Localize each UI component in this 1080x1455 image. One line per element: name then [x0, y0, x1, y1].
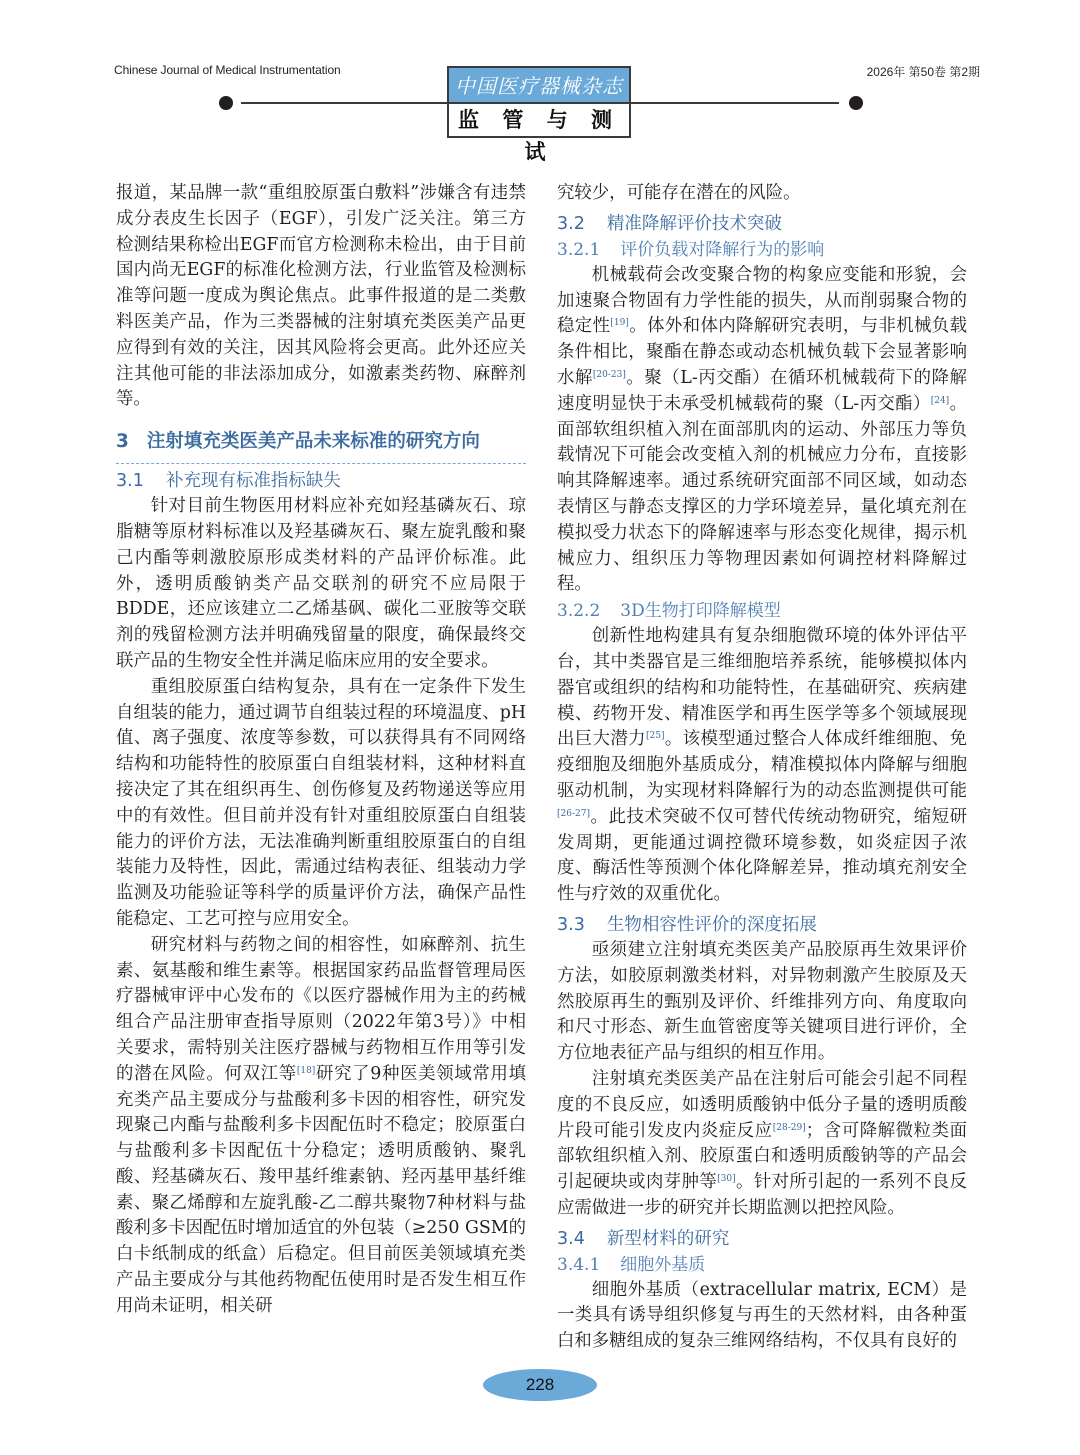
paragraph-text: 研究材料与药物之间的相容性，如麻醉剂、抗生素、氨基酸和维生素等。根据国家药品监督管理局医疗器械审评中心发布的《以医疗器械作用为主的药械组合产品注册审查指导原则（2022年第3号）》中相关要求，需特别关注医疗器械与药物相互作用等引发的潜在风险。何双江等 — [116, 934, 526, 1084]
section-number: 3.4.1 — [557, 1254, 601, 1275]
logo-journal-name: 中国医疗器械杂志 — [449, 68, 629, 104]
citation-link[interactable]: [30] — [717, 1174, 736, 1185]
paragraph: 细胞外基质（extracellular matrix, ECM）是一类具有诱导组织修复与再生的天然材料，由各种蛋白和多糖组成的复杂三维网络结构，不仅具有良好的 — [557, 1279, 967, 1352]
header-rule-right — [631, 102, 839, 104]
citation-link[interactable]: [26-27] — [557, 808, 590, 819]
section-number: 3.1 — [116, 471, 144, 492]
section-title: 注射填充类医美产品未来标准的研究方向 — [146, 431, 480, 453]
section-3-4-1-heading — [557, 1252, 967, 1278]
paragraph: 报道，某品牌一款“重组胶原蛋白敷料”涉嫌含有违禁成分表皮生长因子（EGF），引发广泛关注。第三方检测结果称检出EGF而官方检测称未检出，由于目前国内尚无EGF的标准化检测方法，行业监管及检测标准等问题一度成为舆论焦点。此事件报道的是二类敷料医美产品，作为三类器械的注射填充类医美产品更应得到有效的关注，因其风险将会更高。此外还应关注其他可能的非法添加成分，如激素类药物、麻醉剂等。 — [116, 183, 526, 410]
section-3-2-1-heading — [557, 237, 967, 263]
section-title: 新型材料的研究 — [606, 1228, 730, 1249]
journal-logo — [447, 66, 631, 164]
section-3-4-heading — [557, 1226, 967, 1252]
citation-link[interactable]: [24] — [930, 395, 950, 406]
section-number: 3.2.1 — [557, 239, 601, 260]
section-number: 3.2.2 — [557, 601, 601, 622]
section-3-1-heading — [116, 468, 526, 494]
paragraph — [116, 933, 526, 1320]
journal-english-title: Chinese Journal of Medical Instrumentation — [114, 63, 341, 77]
section-title: 补充现有标准指标缺失 — [165, 471, 341, 492]
section-title: 生物相容性评价的深度拓展 — [606, 914, 817, 935]
paragraph: 亟须建立注射填充类医美产品胶原再生效果评价方法，如胶原刺激类材料，对异物刺激产生胶原及天然胶原再生的甄别及评价、纤维排列方向、角度取向和尺寸形态、新生血管密度等关键项目进行评价，全方位地表征产品与组织的相互作用。 — [557, 939, 967, 1064]
paragraph-text: ；含可降解微粒类面部软组织植入剂、胶原蛋白和透明质酸钠等的产品会引起硬块或肉芽肿等 — [557, 1120, 967, 1193]
paragraph-text: 注射填充类医美产品在注射后可能会引起不同程度的不良反应，如透明质酸钠中低分子量的透明质酸片段可能引发皮内炎症反应 — [557, 1068, 967, 1141]
section-title: 3D生物打印降解模型 — [620, 601, 781, 622]
citation-link[interactable]: [25] — [645, 731, 665, 742]
section-3-2-heading — [557, 211, 967, 237]
paragraph — [557, 624, 967, 908]
paragraph-text: 。该模型通过整合人体成纤维细胞、免疫细胞及细胞外基质成分，精准模拟体内降解与细胞驱动机制，为实现材料降解行为的动态监测提供可能 — [557, 729, 967, 801]
paragraph-text: 机械载荷会改变聚合物的构象应变能和形貌，会加速聚合物固有力学性能的损失，从而削弱聚合物的稳定性 — [557, 264, 967, 337]
section-title: 细胞外基质 — [620, 1254, 706, 1275]
paragraph-text: 。针对所引起的一系列不良反应需做进一步的研究并长期监测以把控风险。 — [557, 1172, 967, 1218]
section-3-3-heading — [557, 912, 967, 938]
paragraph-text: 。聚（L-丙交酯）在循环机械载荷下的降解速度明显快于未承受机械载荷的聚（L-丙交酯） — [557, 367, 967, 414]
right-column — [557, 181, 967, 1355]
paragraph-text: 创新性地构建具有复杂细胞微环境的体外评估平台，其中类器官是三维细胞培养系统，能够模拟体内器官或组织的结构和功能特性，在基础研究、疾病建模、药物开发、精准医学和再生医学等多个领域展现出巨大潜力 — [557, 626, 967, 750]
paragraph — [557, 1067, 967, 1222]
section-number: 3 — [116, 431, 129, 453]
citation-link[interactable]: [20-23] — [592, 369, 626, 380]
citation-link[interactable]: [28-29] — [772, 1122, 806, 1133]
left-column — [116, 181, 526, 1320]
section-3-heading — [116, 427, 526, 464]
paragraph-text: 。体外和体内降解研究表明，与非机械负载条件相比，聚酯在静态或动态机械负载下会显著影响水解 — [557, 316, 967, 388]
citation-link[interactable]: [18] — [296, 1065, 316, 1076]
header-rule-left — [241, 102, 447, 104]
paragraph-text: 。此技术突破不仅可替代传统动物研究，缩短研发周期，更能通过调控微环境参数，如炎症因子浓度、酶活性等预测个体化降解差异，推动填充剂安全性与疗效的双重优化。 — [557, 806, 967, 905]
paragraph-text: 研究了9种医美领域常用填充类产品主要成分与盐酸利多卡因的相容性，研究发现聚己内酯与盐酸利多卡因配伍时不稳定；胶原蛋白与盐酸利多卡因配伍十分稳定；透明质酸钠、聚乳酸、羟基磷灰石、羧甲基纤维素钠、羟丙基甲基纤维素、聚乙烯醇和左旋乳酸-乙二醇共聚物7种材料与盐酸利多卡因配伍时增加适宜的外包装（≥250 GSM的白卡纸制成的纸盒）后稳定。但目前医美领域填充类产品主要成分与其他药物配伍使用时是否发生相互作用尚未证明，相关研 — [116, 1063, 526, 1316]
issue-info: 2026年 第50卷 第2期 — [866, 65, 980, 79]
section-title: 评价负载对降解行为的影响 — [620, 239, 825, 260]
section-number: 3.4 — [557, 1228, 585, 1249]
paragraph: 针对目前生物医用材料应补充如羟基磷灰石、琼脂糖等原材料标准以及羟基磷灰石、聚左旋乳酸和聚己内酯等刺激胶原形成类材料的产品评价标准。此外，透明质酸钠类产品交联剂的研究不应局限于BDDE，还应该建立二乙烯基砜、碳化二亚胺等交联剂的残留检测方法并明确残留量的限度，确保最终交联产品的生物安全性并满足临床应用的安全要求。 — [116, 496, 526, 671]
paragraph: 究较少，可能存在潜在的风险。 — [557, 183, 801, 203]
section-3-2-2-heading — [557, 598, 967, 624]
header-left-dot — [219, 96, 233, 110]
section-title: 精准降解评价技术突破 — [606, 213, 782, 234]
section-number: 3.2 — [557, 213, 585, 234]
column-name: 监 管 与 测 试 — [449, 104, 629, 136]
paragraph — [557, 263, 967, 598]
paragraph-text: 。面部软组织植入剂在面部肌肉的运动、外部压力等负载情况下可能会改变植入剂的机械应力分布，直接影响其降解速率。通过系统研究面部不同区域，如动态表情区与静态支撑区的力学环境差异，量化填充剂在模拟受力状态下的降解速率与形态变化规律，揭示机械应力、组织压力等物理因素如何调控材料降解过程。 — [557, 393, 967, 595]
paragraph: 重组胶原蛋白结构复杂，具有在一定条件下发生自组装的能力，通过调节自组装过程的环境温度、pH值、离子强度、浓度等参数，可以获得具有不同网络结构和功能特性的胶原蛋白自组装材料，这种材料直接决定了其在组织再生、创伤修复及药物递送等应用中的有效性。但目前并没有针对重组胶原蛋白自组装能力的评价方法，无法准确判断重组胶原蛋白的自组装能力及特性，因此，需通过结构表征、组装动力学监测及功能验证等科学的质量评价方法，确保产品性能稳定、工艺可控与应用安全。 — [116, 676, 526, 929]
citation-link[interactable]: [19] — [610, 318, 629, 329]
page-number: 228 — [483, 1369, 597, 1401]
header-right-dot — [849, 96, 863, 110]
section-number: 3.3 — [557, 914, 585, 935]
